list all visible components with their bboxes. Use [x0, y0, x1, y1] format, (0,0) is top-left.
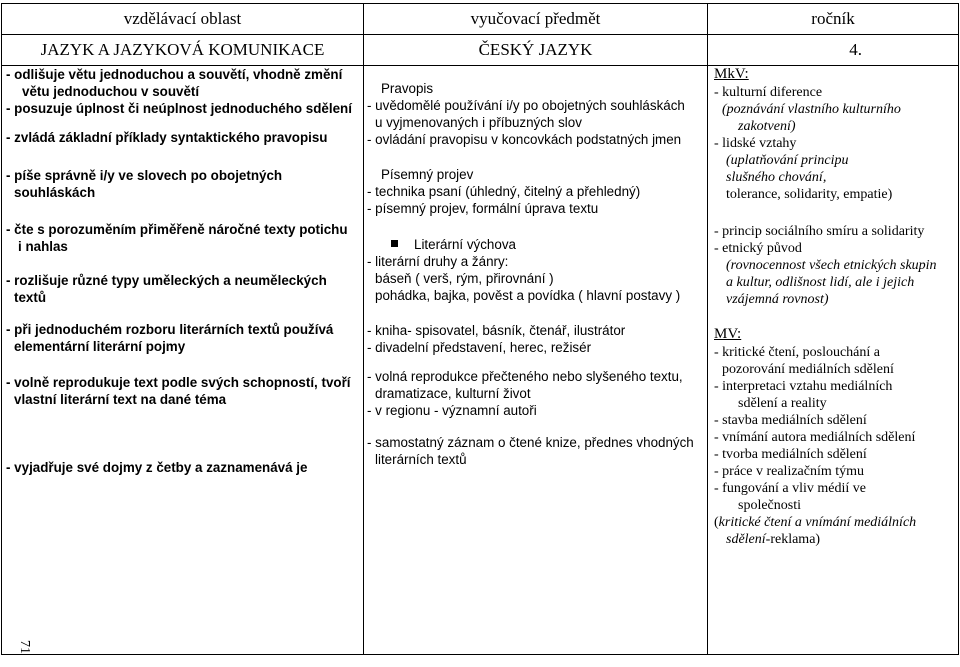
outcome-line: - posuzuje úplnost či neúplnost jednoduchého sdělení: [6, 101, 352, 116]
pravopis-heading: Pravopis: [381, 81, 434, 96]
projev-heading: Písemný projev: [381, 167, 474, 182]
mv-line: - vnímání autora mediálních sdělení: [714, 430, 916, 445]
mv-reklama-text: -reklama): [765, 532, 821, 547]
mv-line: sdělení a reality: [738, 396, 827, 411]
header-grade-value: 4.: [708, 35, 959, 66]
mkv-heading: MkV:: [714, 66, 749, 82]
content-line: - uvědomělé používání i/y po obojetných souhláskách: [367, 98, 685, 113]
header-subject-value: ČESKÝ JAZYK: [364, 35, 708, 66]
mkv-line: - lidské vztahy: [714, 136, 797, 151]
outcome-line: - rozlišuje různé typy uměleckých a neuměleckých: [6, 273, 327, 288]
mv-line-critical: (kritické čtení a vnímání mediálních: [714, 515, 917, 530]
outcome-line: - čte s porozuměním přiměřeně náročné texty potichu: [6, 222, 348, 237]
mv-line-reklama: [726, 531, 820, 548]
square-bullet-icon: [391, 240, 398, 247]
outcome-line: i nahlas: [18, 239, 68, 254]
mkv-line: - etnický původ: [714, 241, 802, 256]
mkv-line: - kulturní diference: [714, 85, 823, 100]
curriculum-table: [1, 3, 959, 655]
outcomes-cell: [2, 66, 364, 655]
header-grade-label: ročník: [708, 4, 959, 35]
mkv-line: a kultur, odlišnost lidí, ale i jejich: [726, 275, 915, 290]
content-line: - literární druhy a žánry:: [367, 254, 509, 269]
content-line: u vyjmenovaných i příbuzných slov: [375, 115, 582, 130]
vychova-label: Literární výchova: [414, 237, 516, 252]
mv-line: pozorování mediálních sdělení: [722, 362, 894, 377]
content-line: - samostatný záznam o čtené knize, přednes vhodných: [367, 435, 694, 450]
content-line: - v regionu - významní autoři: [367, 403, 537, 418]
mkv-line: tolerance, solidarity, empatie): [726, 187, 893, 202]
vychova-heading: [391, 236, 516, 253]
mv-line: společnosti: [738, 498, 801, 513]
outcome-line: - volně reprodukuje text podle svých schopností, tvoří: [6, 375, 351, 390]
header-subject-label: vyučovací předmět: [364, 4, 708, 35]
content-line: dramatizace, kulturní život: [375, 386, 531, 401]
header-value-row: [2, 35, 959, 66]
mv-line: - fungování a vliv médií ve: [714, 481, 867, 496]
header-area-label: vzdělávací oblast: [2, 4, 364, 35]
crosscutting-cell: [708, 66, 959, 655]
mv-heading: MV:: [714, 326, 742, 342]
outcome-line: vlastní literární text na dané téma: [14, 392, 227, 407]
content-line: - divadelní představení, herec, režisér: [367, 340, 592, 355]
content-line: - technika psaní (úhledný, čitelný a přehledný): [367, 184, 641, 199]
mkv-line: (poznávání vlastního kulturního: [722, 102, 901, 117]
outcome-line: - vyjadřuje své dojmy z četby a zaznamenává je: [6, 460, 308, 475]
mv-line: - tvorba mediálních sdělení: [714, 447, 867, 462]
content-row: [2, 66, 959, 655]
mkv-line: zakotvení): [738, 119, 796, 134]
page-number: 71: [17, 640, 32, 654]
mv-italic-text: sdělení: [726, 532, 766, 547]
mv-line: - interpretaci vztahu mediálních: [714, 379, 893, 394]
mkv-line: - princip sociálního smíru a solidarity: [714, 224, 925, 239]
content-line: pohádka, bajka, pověst a povídka ( hlavní postavy ): [375, 288, 681, 303]
outcome-line: souhláskách: [14, 185, 96, 200]
mkv-line: slušného chování,: [726, 170, 827, 185]
outcome-line: - odlišuje větu jednoduchou a souvětí, vhodně změní: [6, 67, 343, 82]
header-row: [2, 4, 959, 35]
mkv-line: (rovnocennost všech etnických skupin: [726, 258, 937, 273]
content-line: literárních textů: [375, 452, 467, 467]
content-cell: [364, 66, 708, 655]
mv-line: - práce v realizačním týmu: [714, 464, 865, 479]
mkv-line: vzájemná rovnost): [726, 292, 829, 307]
outcome-line: větu jednoduchou v souvětí: [22, 84, 200, 99]
content-line: báseň ( verš, rým, přirovnání ): [375, 271, 554, 286]
mv-italic-text: kritické čtení a vnímání mediálních: [718, 515, 917, 530]
content-line: - písemný projev, formální úprava textu: [367, 201, 599, 216]
outcome-line: - píše správně i/y ve slovech po obojetných: [6, 168, 283, 183]
mv-line: - stavba mediálních sdělení: [714, 413, 867, 428]
outcome-line: elementární literární pojmy: [14, 339, 186, 354]
content-line: - volná reprodukce přečteného nebo slyšeného textu,: [367, 369, 683, 384]
mkv-line: (uplatňování principu: [726, 153, 849, 168]
outcome-line: - při jednoduchém rozboru literárních textů používá: [6, 322, 334, 337]
outcome-line: textů: [14, 290, 46, 305]
content-line: - ovládání pravopisu v koncovkách podstatných jmen: [367, 132, 682, 147]
mv-line: - kritické čtení, poslouchání a: [714, 345, 880, 360]
outcome-line: - zvládá základní příklady syntaktického pravopisu: [6, 130, 328, 145]
header-area-value: JAZYK A JAZYKOVÁ KOMUNIKACE: [2, 35, 364, 66]
content-line: - kniha- spisovatel, básník, čtenář, ilustrátor: [367, 323, 626, 338]
